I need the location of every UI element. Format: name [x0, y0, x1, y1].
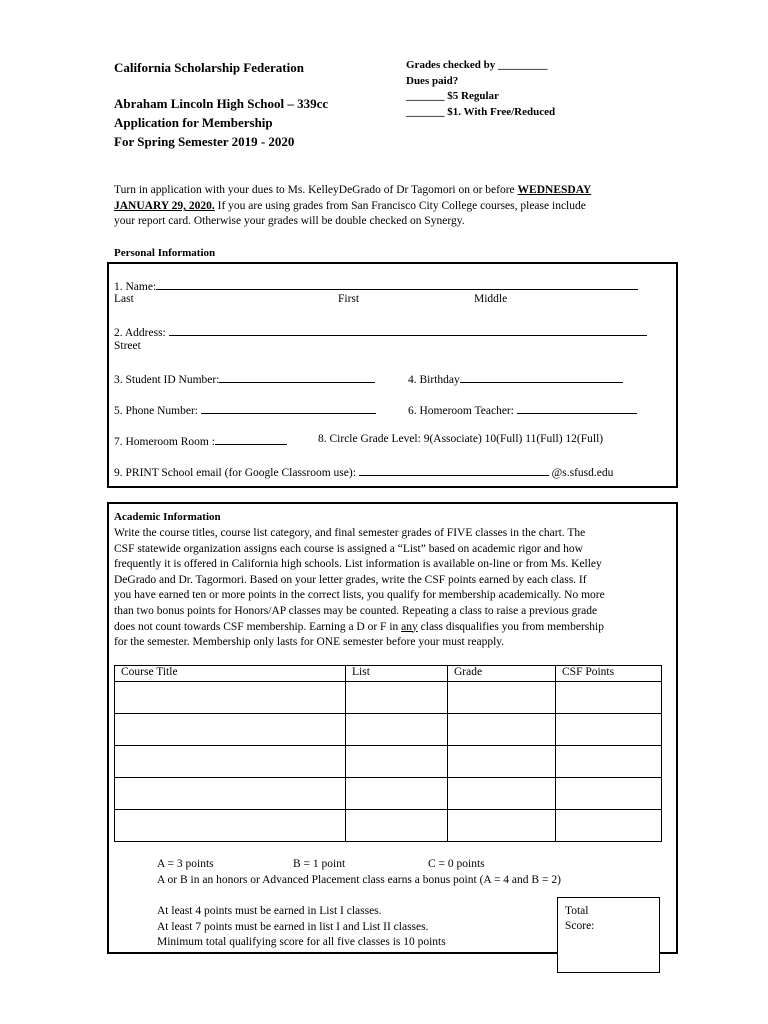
- grade-cell[interactable]: [448, 746, 556, 778]
- phone-label: 5. Phone Number:: [114, 405, 199, 417]
- application-title: Application for Membership: [114, 115, 273, 130]
- school-name: Abraham Lincoln High School – 339cc: [114, 96, 329, 111]
- grade-cell[interactable]: [448, 810, 556, 842]
- address-label: 2. Address:: [114, 327, 166, 339]
- grade-cell[interactable]: [448, 682, 556, 714]
- list-cell[interactable]: [346, 746, 448, 778]
- rule-minimum: Minimum total qualifying score for all five classes is 10 points: [157, 936, 446, 948]
- homeroom-room-line[interactable]: [215, 433, 287, 445]
- first-label: First: [338, 293, 360, 305]
- phone-field[interactable]: [114, 402, 376, 417]
- list-cell[interactable]: [346, 810, 448, 842]
- instruction-line: for the semester. Membership only lasts for ONE semester before your must reapply.: [114, 636, 505, 649]
- name-field[interactable]: [114, 278, 638, 293]
- table-header-row: [115, 666, 662, 682]
- list-cell[interactable]: [346, 682, 448, 714]
- csf-points-cell[interactable]: [556, 746, 662, 778]
- homeroom-teacher-label: 6. Homeroom Teacher:: [408, 405, 514, 417]
- address-field[interactable]: [114, 324, 647, 339]
- last-label: Last: [114, 293, 134, 305]
- personal-info-heading: Personal Information: [114, 247, 216, 259]
- email-field[interactable]: [114, 464, 613, 479]
- grade-cell[interactable]: [448, 778, 556, 810]
- grades-checked-field[interactable]: Grades checked by _________: [406, 59, 548, 71]
- csf-points-cell[interactable]: [556, 714, 662, 746]
- list-cell[interactable]: [346, 778, 448, 810]
- list-cell[interactable]: [346, 714, 448, 746]
- instruction-line: you have earned ten or more points in the correct lists, you qualify for membership academically. No more: [114, 589, 605, 602]
- instruction-line: frequently it is offered in California high schools. List information is available on-line or from Ms. Kelley: [114, 558, 602, 571]
- course-title-cell[interactable]: [115, 746, 346, 778]
- homeroom-teacher-line[interactable]: [517, 402, 637, 414]
- student-id-field[interactable]: [114, 371, 375, 386]
- total-label: Total: [565, 905, 589, 917]
- bonus-note: A or B in an honors or Advanced Placement class earns a bonus point (A = 4 and B = 2): [157, 874, 561, 886]
- rule-list-1: At least 4 points must be earned in List I classes.: [157, 905, 382, 917]
- table-row: [115, 810, 662, 842]
- birthday-line[interactable]: [460, 371, 623, 383]
- homeroom-teacher-field[interactable]: [408, 402, 637, 417]
- intro-text: Turn in application with your dues to Ms. KelleyDeGrado of Dr Tagomori on or before: [114, 184, 518, 196]
- instruction-line: Write the course titles, course list category, and final semester grades of FIVE classes in the chart. The: [114, 527, 586, 539]
- birthday-label: 4. Birthday: [408, 374, 460, 386]
- instruction-line: than two bonus points for Honors/AP classes may be counted. Repeating a class to raise a previous grade: [114, 604, 598, 617]
- instruction-line: [114, 620, 670, 636]
- address-line[interactable]: [169, 324, 647, 336]
- table-row: [115, 714, 662, 746]
- email-line[interactable]: [359, 464, 549, 476]
- dues-paid-label: Dues paid?: [406, 75, 459, 87]
- street-label: Street: [114, 340, 141, 352]
- homeroom-room-field[interactable]: [114, 433, 287, 448]
- dues-regular-option[interactable]: _______ $5 Regular: [406, 90, 499, 102]
- deadline-day: WEDNESDAY: [517, 184, 592, 196]
- intro-line-1: [114, 184, 591, 196]
- student-id-line[interactable]: [219, 371, 375, 383]
- header-csf-points: CSF Points: [556, 666, 662, 682]
- rule-list-2: At least 7 points must be earned in list I and List II classes.: [157, 921, 429, 933]
- academic-info-heading: Academic Information: [114, 511, 221, 523]
- intro-line-3: your report card. Otherwise your grades will be double checked on Synergy.: [114, 215, 465, 227]
- grade-cell[interactable]: [448, 714, 556, 746]
- header-grade: Grade: [448, 666, 556, 682]
- points-a: A = 3 points: [157, 858, 214, 870]
- course-title-cell[interactable]: [115, 778, 346, 810]
- intro-text-2: If you are using grades from San Francisco City College courses, please include: [214, 200, 586, 212]
- instruction-line: DeGrado and Dr. Tagormori. Based on your letter grades, write the CSF points earned by each class. If: [114, 573, 587, 586]
- header-course-title: Course Title: [115, 666, 346, 682]
- csf-points-cell[interactable]: [556, 778, 662, 810]
- org-title: California Scholarship Federation: [114, 60, 304, 75]
- intro-line-2: [114, 200, 586, 212]
- student-id-label: 3. Student ID Number:: [114, 374, 220, 386]
- middle-label: Middle: [474, 293, 508, 305]
- course-title-cell[interactable]: [115, 714, 346, 746]
- email-domain: @s.sfusd.edu: [551, 467, 614, 479]
- table-row: [115, 682, 662, 714]
- points-c: C = 0 points: [428, 858, 485, 870]
- points-b: B = 1 point: [293, 858, 346, 870]
- course-title-cell[interactable]: [115, 810, 346, 842]
- course-title-cell[interactable]: [115, 682, 346, 714]
- deadline-date: JANUARY 29, 2020.: [114, 200, 215, 212]
- dues-reduced-option[interactable]: _______ $1. With Free/Reduced: [406, 106, 556, 118]
- csf-points-cell[interactable]: [556, 810, 662, 842]
- table-row: [115, 778, 662, 810]
- birthday-field[interactable]: [408, 371, 623, 386]
- header-list: List: [346, 666, 448, 682]
- any-word: any: [401, 620, 418, 633]
- homeroom-room-label: 7. Homeroom Room :: [114, 436, 215, 448]
- semester-title: For Spring Semester 2019 - 2020: [114, 134, 295, 149]
- academic-instructions: [114, 526, 670, 651]
- grades-table: [114, 665, 662, 842]
- phone-line[interactable]: [201, 402, 376, 414]
- instruction-line: CSF statewide organization assigns each course is assigned a “List” based on academic rigor and how: [114, 542, 583, 555]
- name-label: 1. Name:: [114, 281, 157, 293]
- score-label: Score:: [565, 920, 595, 932]
- grade-level-options[interactable]: 8. Circle Grade Level: 9(Associate) 10(Full) 11(Full) 12(Full): [318, 433, 604, 445]
- instruction-text: class disqualifies you from membership: [417, 620, 604, 633]
- csf-points-cell[interactable]: [556, 682, 662, 714]
- email-label: 9. PRINT School email (for Google Classroom use):: [114, 467, 356, 479]
- name-line[interactable]: [156, 278, 638, 290]
- table-row: [115, 746, 662, 778]
- instruction-text: does not count towards CSF membership. Earning a D or F in: [114, 620, 402, 633]
